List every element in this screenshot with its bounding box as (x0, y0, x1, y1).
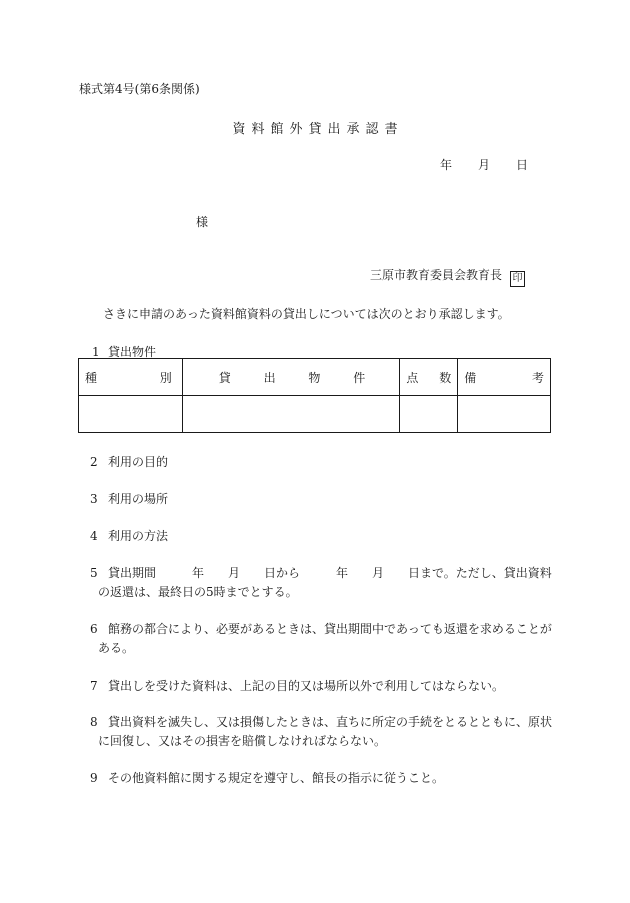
table-row (79, 396, 551, 433)
cell-quantity (400, 396, 458, 433)
cell-item (182, 396, 400, 433)
date-day-label: 日 (516, 158, 529, 172)
section-number: 1 (92, 345, 100, 359)
list-item: 6 館務の都合により、必要があるときは、貸出期間中であっても返還を求めることが ある。 (90, 622, 552, 655)
list-item: 7 貸出しを受けた資料は、上記の目的又は場所以外で利用してはならない。 (90, 679, 505, 693)
header-quantity: 点 数 (400, 359, 458, 396)
document-title: 資料館外貸出承認書 (232, 122, 404, 137)
list-item: 3 利用の場所 (90, 492, 169, 506)
header-category: 種 別 (79, 359, 183, 396)
list-item: 2 利用の目的 (90, 455, 169, 469)
intro-text: さきに申請のあった資料館資料の貸出しについては次のとおり承認します。 (103, 307, 510, 321)
list-item: 9 その他資料館に関する規定を遵守し、館長の指示に従うこと。 (90, 771, 445, 785)
cell-category (79, 396, 183, 433)
header-remarks: 備 考 (458, 359, 551, 396)
list-item: 5 貸出期間 年 月 日から 年 月 日まで。ただし、貸出資料 の返還は、最終日の5時までとする。 (90, 566, 552, 599)
issuer-name: 三原市教育委員会教育長 (370, 268, 503, 282)
date-year-label: 年 (440, 158, 453, 172)
form-number: 様式第4号(第6条関係) (79, 82, 200, 96)
list-item: 8 貸出資料を滅失し、又は損傷したときは、直ちに所定の手続をとるとともに、原状 に回復し、又はその損害を賠償しなければならない。 (90, 715, 553, 748)
list-item: 4 利用の方法 (90, 529, 169, 543)
date-month-label: 月 (478, 158, 491, 172)
header-item: 貸 出 物 件 (182, 359, 400, 396)
issuer-line (370, 266, 525, 287)
items-table (78, 358, 551, 433)
table-header-row (79, 359, 551, 396)
seal-mark: 印 (510, 271, 525, 287)
date-line (440, 156, 528, 173)
cell-remarks (458, 396, 551, 433)
section-title: 貸出物件 (108, 345, 157, 359)
addressee-suffix: 様 (196, 215, 209, 229)
